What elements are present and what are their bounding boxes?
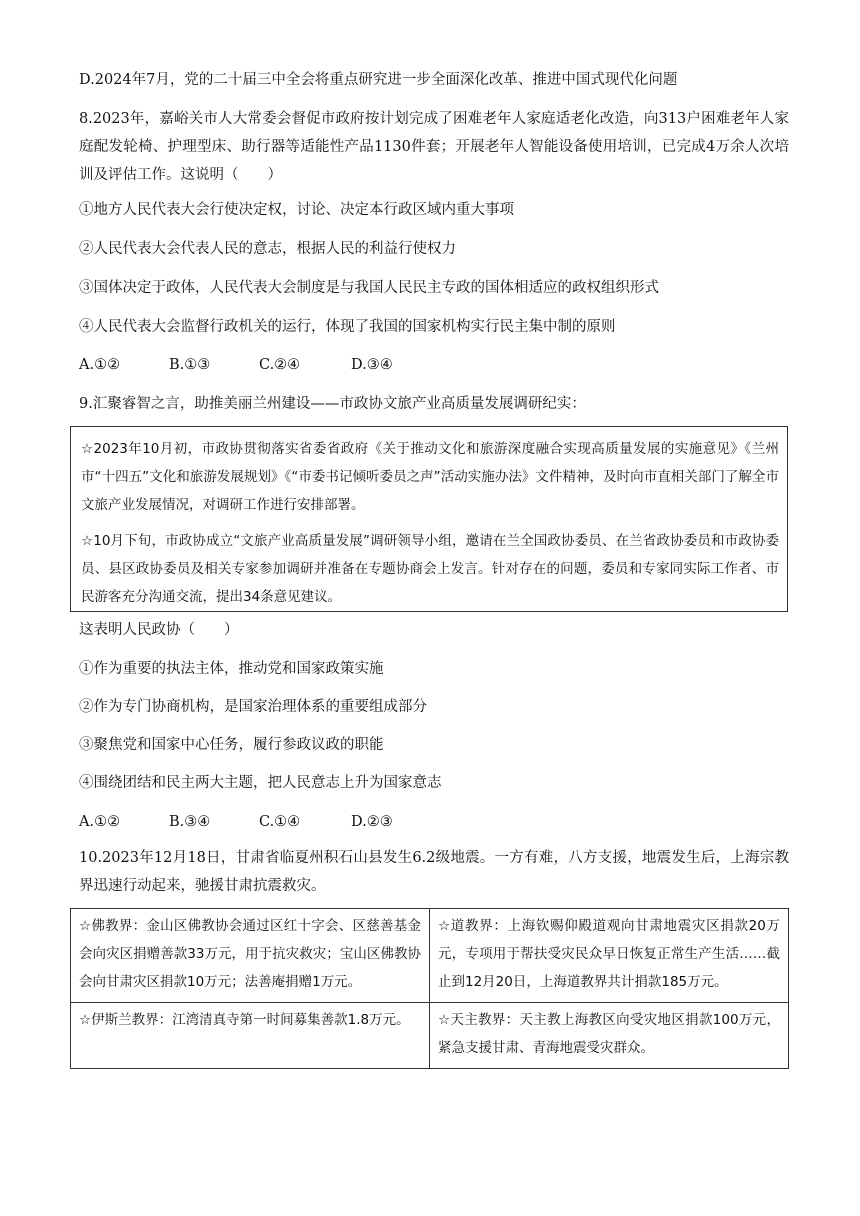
q8-statement-4: ④人民代表大会监督行政机关的运行，体现了我国的国家机构实行民主集中制的原则 xyxy=(79,319,616,335)
q9-option-a[interactable]: A.①② xyxy=(79,814,121,830)
q9-statement-1: ①作为重要的执法主体，推动党和国家政策实施 xyxy=(79,661,384,677)
q9-options xyxy=(79,812,393,832)
table-row xyxy=(71,909,789,1003)
q9-statement-4: ④围绕团结和民主两大主题，把人民意志上升为国家意志 xyxy=(79,775,442,791)
q9-material-box xyxy=(70,426,788,612)
table-cell-buddhism: ☆佛教界：金山区佛教协会通过区红十字会、区慈善基金会向灾区捐赠善款33万元，用于抗灾救灾；宝山区佛教协会向甘肃灾区捐款10万元；法善庵捐赠1万元。 xyxy=(71,909,430,1003)
q10-stem: 10.2023年12月18日，甘肃省临夏州积石山县发生6.2级地震。一方有难，八方支援，地震发生后，上海宗教界迅速行动起来，驰援甘肃抗震救灾。 xyxy=(79,850,789,894)
q9-material-paragraph-2: ☆10月下旬，市政协成立“文旅产业高质量发展”调研领导小组，邀请在兰全国政协委员、在兰省政协委员和市政协委员、县区政协委员及相关专家参加调研并准备在专题协商会上发言。针对存在的问题，委员和专家同实际工作者、市民游客充分沟通交流，提出34条意见建议。 xyxy=(81,533,779,605)
q8-statement-3: ③国体决定于政体，人民代表大会制度是与我国人民民主专政的国体相适应的政权组织形式 xyxy=(79,280,659,296)
q8-statement-2: ②人民代表大会代表人民的意志，根据人民的利益行使权力 xyxy=(79,241,456,257)
q8-option-a[interactable]: A.①② xyxy=(79,357,121,373)
q8-option-c[interactable]: C.②④ xyxy=(259,357,301,373)
q8-stem: 8.2023年，嘉峪关市人大常委会督促市政府按计划完成了困难老年人家庭适老化改造，向313户困难老年人家庭配发轮椅、护理型床、助行器等适能性产品1130件套；开展老年人智能设备使用培训，已完成4万余人次培训及评估工作。这说明（ ） xyxy=(79,111,789,183)
q9-material-paragraph-1: ☆2023年10月初，市政协贯彻落实省委省政府《关于推动文化和旅游深度融合实现高质量发展的实施意见》《兰州市“十四五”文化和旅游发展规划》《“市委书记倾听委员之声”活动实施办法》文件精神，及时向市直相关部门了解全市文旅产业发展情况，对调研工作进行安排部署。 xyxy=(81,441,779,513)
q8-options xyxy=(79,355,393,375)
table-cell-islam: ☆伊斯兰教界：江湾清真寺第一时间募集善款1.8万元。 xyxy=(71,1003,430,1069)
table-cell-taoism: ☆道教界：上海钦赐仰殿道观向甘肃地震灾区捐款20万元，专项用于帮扶受灾民众早日恢复正常生产生活……截止到12月20日，上海道教界共计捐款185万元。 xyxy=(430,909,789,1003)
q8-option-b[interactable]: B.①③ xyxy=(169,357,211,373)
q8-statement-1: ①地方人民代表大会行使决定权，讨论、决定本行政区域内重大事项 xyxy=(79,202,514,218)
q9-stem: 9.汇聚睿智之言，助推美丽兰州建设——市政协文旅产业高质量发展调研纪实： xyxy=(79,396,586,412)
q9-option-c[interactable]: C.①④ xyxy=(259,814,301,830)
q9-option-b[interactable]: B.③④ xyxy=(169,814,211,830)
q9-option-d[interactable]: D.②③ xyxy=(351,814,393,830)
table-row xyxy=(71,1003,789,1069)
q9-statement-3: ③聚焦党和国家中心任务，履行参政议政的职能 xyxy=(79,737,384,753)
prev-question-option-d: D.2024年7月，党的二十届三中全会将重点研究进一步全面深化改革、推进中国式现代化问题 xyxy=(79,72,678,88)
table-cell-catholicism: ☆天主教界：天主教上海教区向受灾地区捐款100万元，紧急支援甘肃、青海地震受灾群众。 xyxy=(430,1003,789,1069)
q10-donation-table xyxy=(70,908,789,1069)
q9-statement-2: ②作为专门协商机构，是国家治理体系的重要组成部分 xyxy=(79,699,427,715)
q8-option-d[interactable]: D.③④ xyxy=(351,357,393,373)
q9-question: 这表明人民政协（ ） xyxy=(79,622,239,638)
